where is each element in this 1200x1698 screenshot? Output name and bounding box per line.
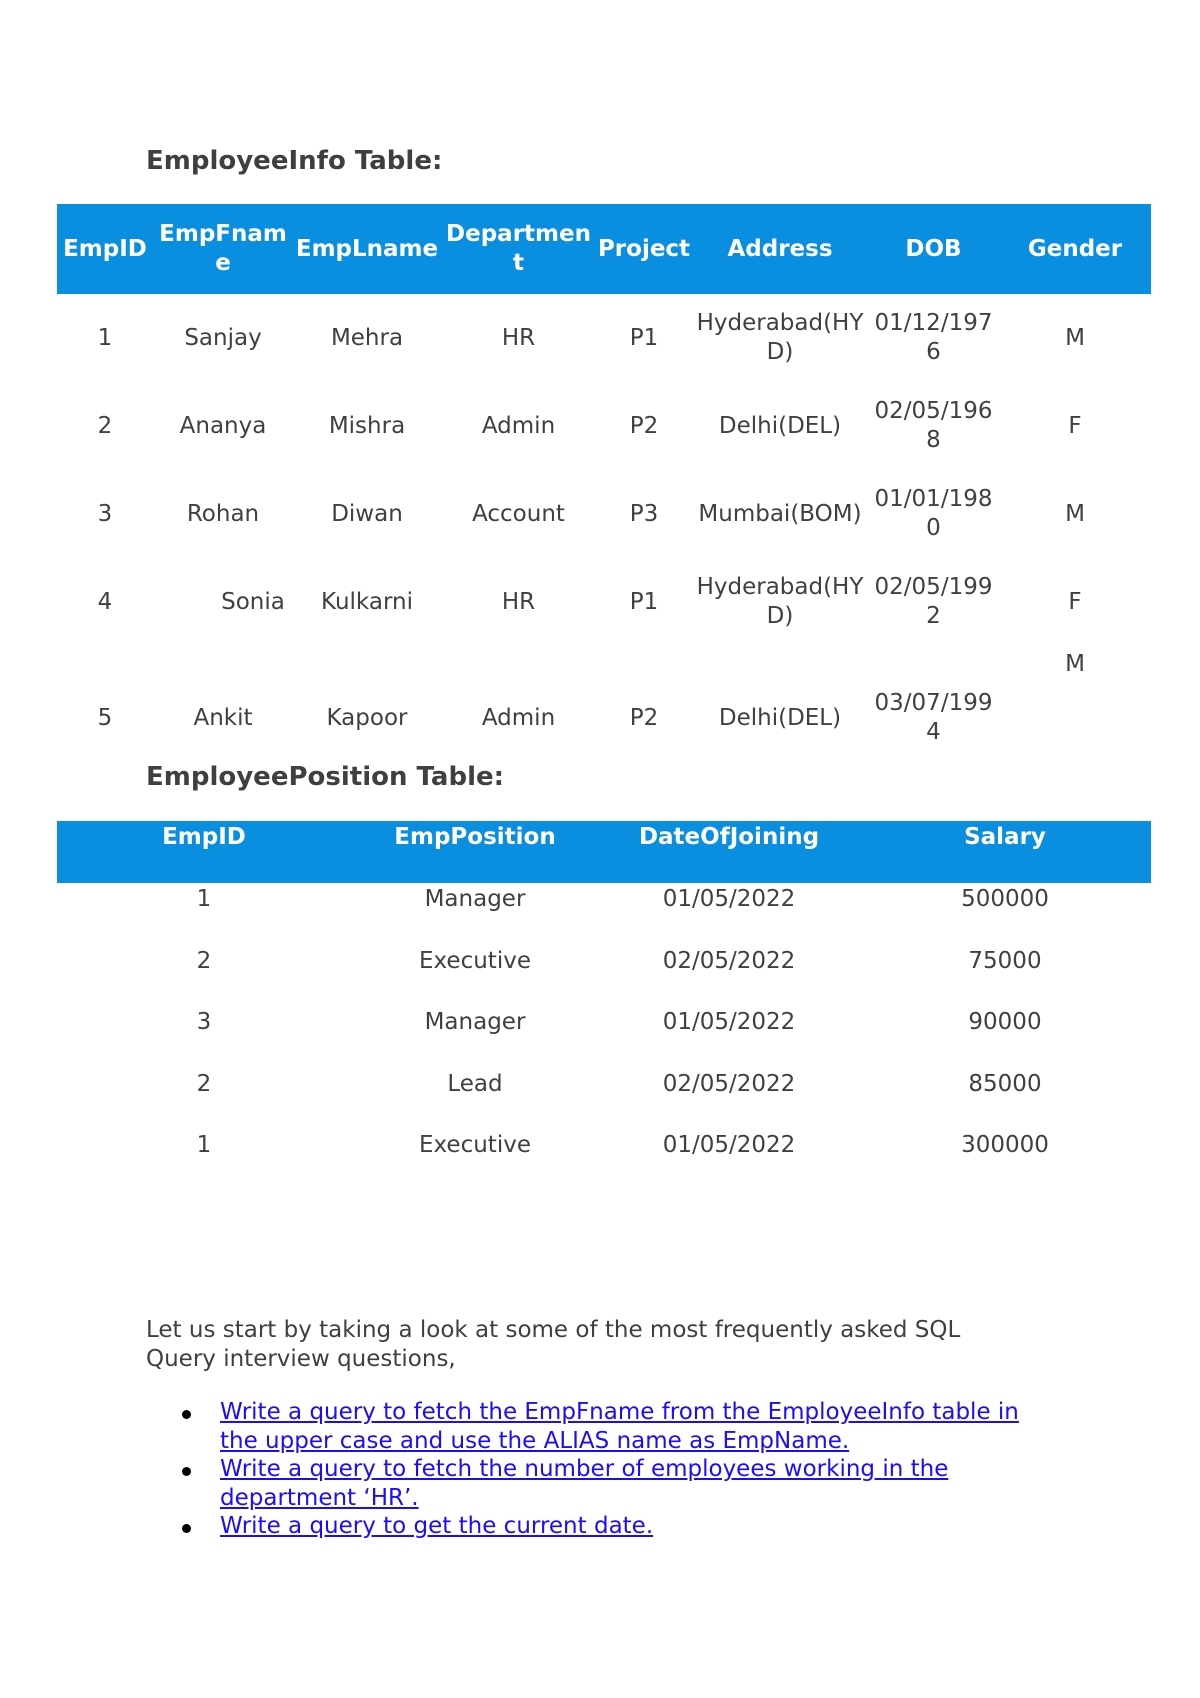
table-cell: F: [1068, 588, 1082, 615]
table-cell: Rohan: [186, 500, 260, 527]
question-link[interactable]: Write a query to fetch the number of employees working in the department ‘HR’.: [220, 1456, 949, 1511]
list-item: [146, 1512, 1046, 1541]
table-row: [57, 1068, 1151, 1130]
table-row: [57, 470, 1151, 558]
table-cell: Ananya: [179, 412, 267, 439]
table-cell: 3: [196, 1009, 212, 1035]
column-header: DateOfJoining: [599, 821, 859, 883]
table-cell: 75000: [968, 947, 1042, 974]
table-cell: 1: [196, 1132, 212, 1158]
column-header: EmpLname: [293, 204, 441, 294]
table-cell: P2: [629, 412, 659, 439]
list-item: [146, 1455, 1046, 1512]
table-cell: 1: [196, 886, 212, 912]
table-cell: Kulkarni: [321, 588, 413, 615]
table-cell: 2: [196, 947, 212, 974]
table-cell: Lead: [447, 1070, 503, 1097]
employeeinfo-title: EmployeeInfo Table:: [146, 146, 443, 176]
question-list: [146, 1398, 1046, 1541]
table-cell: M: [1065, 324, 1085, 351]
table-cell: P2: [629, 704, 659, 731]
table-cell: 02/05/2022: [662, 947, 796, 974]
column-header: EmpFname: [153, 204, 293, 294]
table-cell: Diwan: [331, 500, 403, 527]
column-header: EmpID: [57, 204, 153, 294]
table-cell: 4: [97, 588, 113, 615]
table-cell: F: [1068, 412, 1082, 439]
table-cell: Delhi(DEL): [718, 704, 842, 731]
question-link[interactable]: Write a query to get the current date.: [220, 1513, 654, 1539]
table-cell: 01/05/2022: [662, 1132, 796, 1158]
table-row: [57, 1006, 1151, 1068]
table-cell: Admin: [481, 412, 556, 439]
table-cell: 03/07/1994: [874, 690, 993, 745]
table-cell: 01/12/1976: [874, 310, 993, 365]
bullet-icon: [182, 1467, 191, 1476]
table-cell: Admin: [481, 704, 556, 731]
table-cell: 85000: [968, 1070, 1042, 1097]
table-header-row: [57, 204, 1151, 294]
table-cell: M: [1065, 651, 1085, 677]
table-cell: HR: [501, 588, 536, 615]
table-cell: Account: [472, 500, 565, 527]
table-header-row: [57, 821, 1151, 883]
table-cell: 90000: [968, 1009, 1042, 1035]
table-cell: Ankit: [193, 704, 253, 731]
column-header: DOB: [868, 204, 999, 294]
table-cell: 01/05/2022: [662, 1009, 796, 1035]
table-row: [57, 558, 1151, 646]
table-cell: 1: [97, 324, 113, 351]
table-row: [57, 1129, 1151, 1191]
table-cell: 3: [97, 500, 113, 527]
employeeposition-title: EmployeePosition Table:: [146, 762, 505, 792]
table-cell: 5: [97, 704, 113, 731]
table-cell: 02/05/1992: [874, 574, 993, 629]
column-header: Department: [441, 204, 596, 294]
table-cell: 02/05/2022: [662, 1070, 796, 1097]
table-cell: 01/05/2022: [662, 886, 796, 912]
table-cell: Mumbai(BOM): [698, 500, 862, 527]
table-cell: Mishra: [328, 412, 406, 439]
bullet-icon: [182, 1524, 191, 1533]
intro-paragraph: Let us start by taking a look at some of the most frequently asked SQL Query interview questions,: [146, 1317, 961, 1372]
question-link[interactable]: Write a query to fetch the EmpFname from the EmployeeInfo table in the upper case and use the ALIAS name as EmpName.: [220, 1399, 1019, 1454]
table-cell: Kapoor: [326, 704, 408, 731]
table-cell: 2: [97, 412, 113, 439]
table-cell: 02/05/1968: [874, 398, 993, 453]
table-row: [57, 646, 1151, 762]
table-row: [57, 294, 1151, 382]
table-cell: Hyderabad(HYD): [696, 574, 864, 629]
column-header: Salary: [859, 821, 1151, 883]
table-row: [57, 382, 1151, 470]
table-cell: Delhi(DEL): [718, 412, 842, 439]
table-cell: P1: [629, 324, 659, 351]
list-item: [146, 1398, 1046, 1455]
table-cell: Executive: [419, 947, 531, 974]
column-header: EmpID: [57, 821, 351, 883]
column-header: Address: [692, 204, 868, 294]
table-row: [57, 883, 1151, 945]
table-cell: Hyderabad(HYD): [696, 310, 864, 365]
table-cell: Sonia: [221, 588, 285, 615]
table-cell: 2: [196, 1070, 212, 1097]
table-cell: P3: [629, 500, 659, 527]
employeeinfo-table: [57, 204, 1151, 762]
employeeposition-table: [57, 821, 1151, 1191]
column-header: Project: [596, 204, 692, 294]
table-cell: Mehra: [330, 324, 404, 351]
table-row: [57, 945, 1151, 1007]
table-cell: Manager: [424, 886, 526, 912]
column-header: EmpPosition: [351, 821, 599, 883]
table-cell: Manager: [424, 1009, 526, 1035]
bullet-icon: [182, 1410, 191, 1419]
table-cell: 300000: [961, 1132, 1049, 1158]
table-cell: Executive: [419, 1132, 531, 1158]
table-cell: Sanjay: [184, 324, 262, 351]
table-cell: M: [1065, 500, 1085, 527]
table-cell: 01/01/1980: [874, 486, 993, 541]
table-cell: P1: [629, 588, 659, 615]
table-cell: 500000: [961, 886, 1049, 912]
table-cell: HR: [501, 324, 536, 351]
column-header: Gender: [999, 204, 1151, 294]
